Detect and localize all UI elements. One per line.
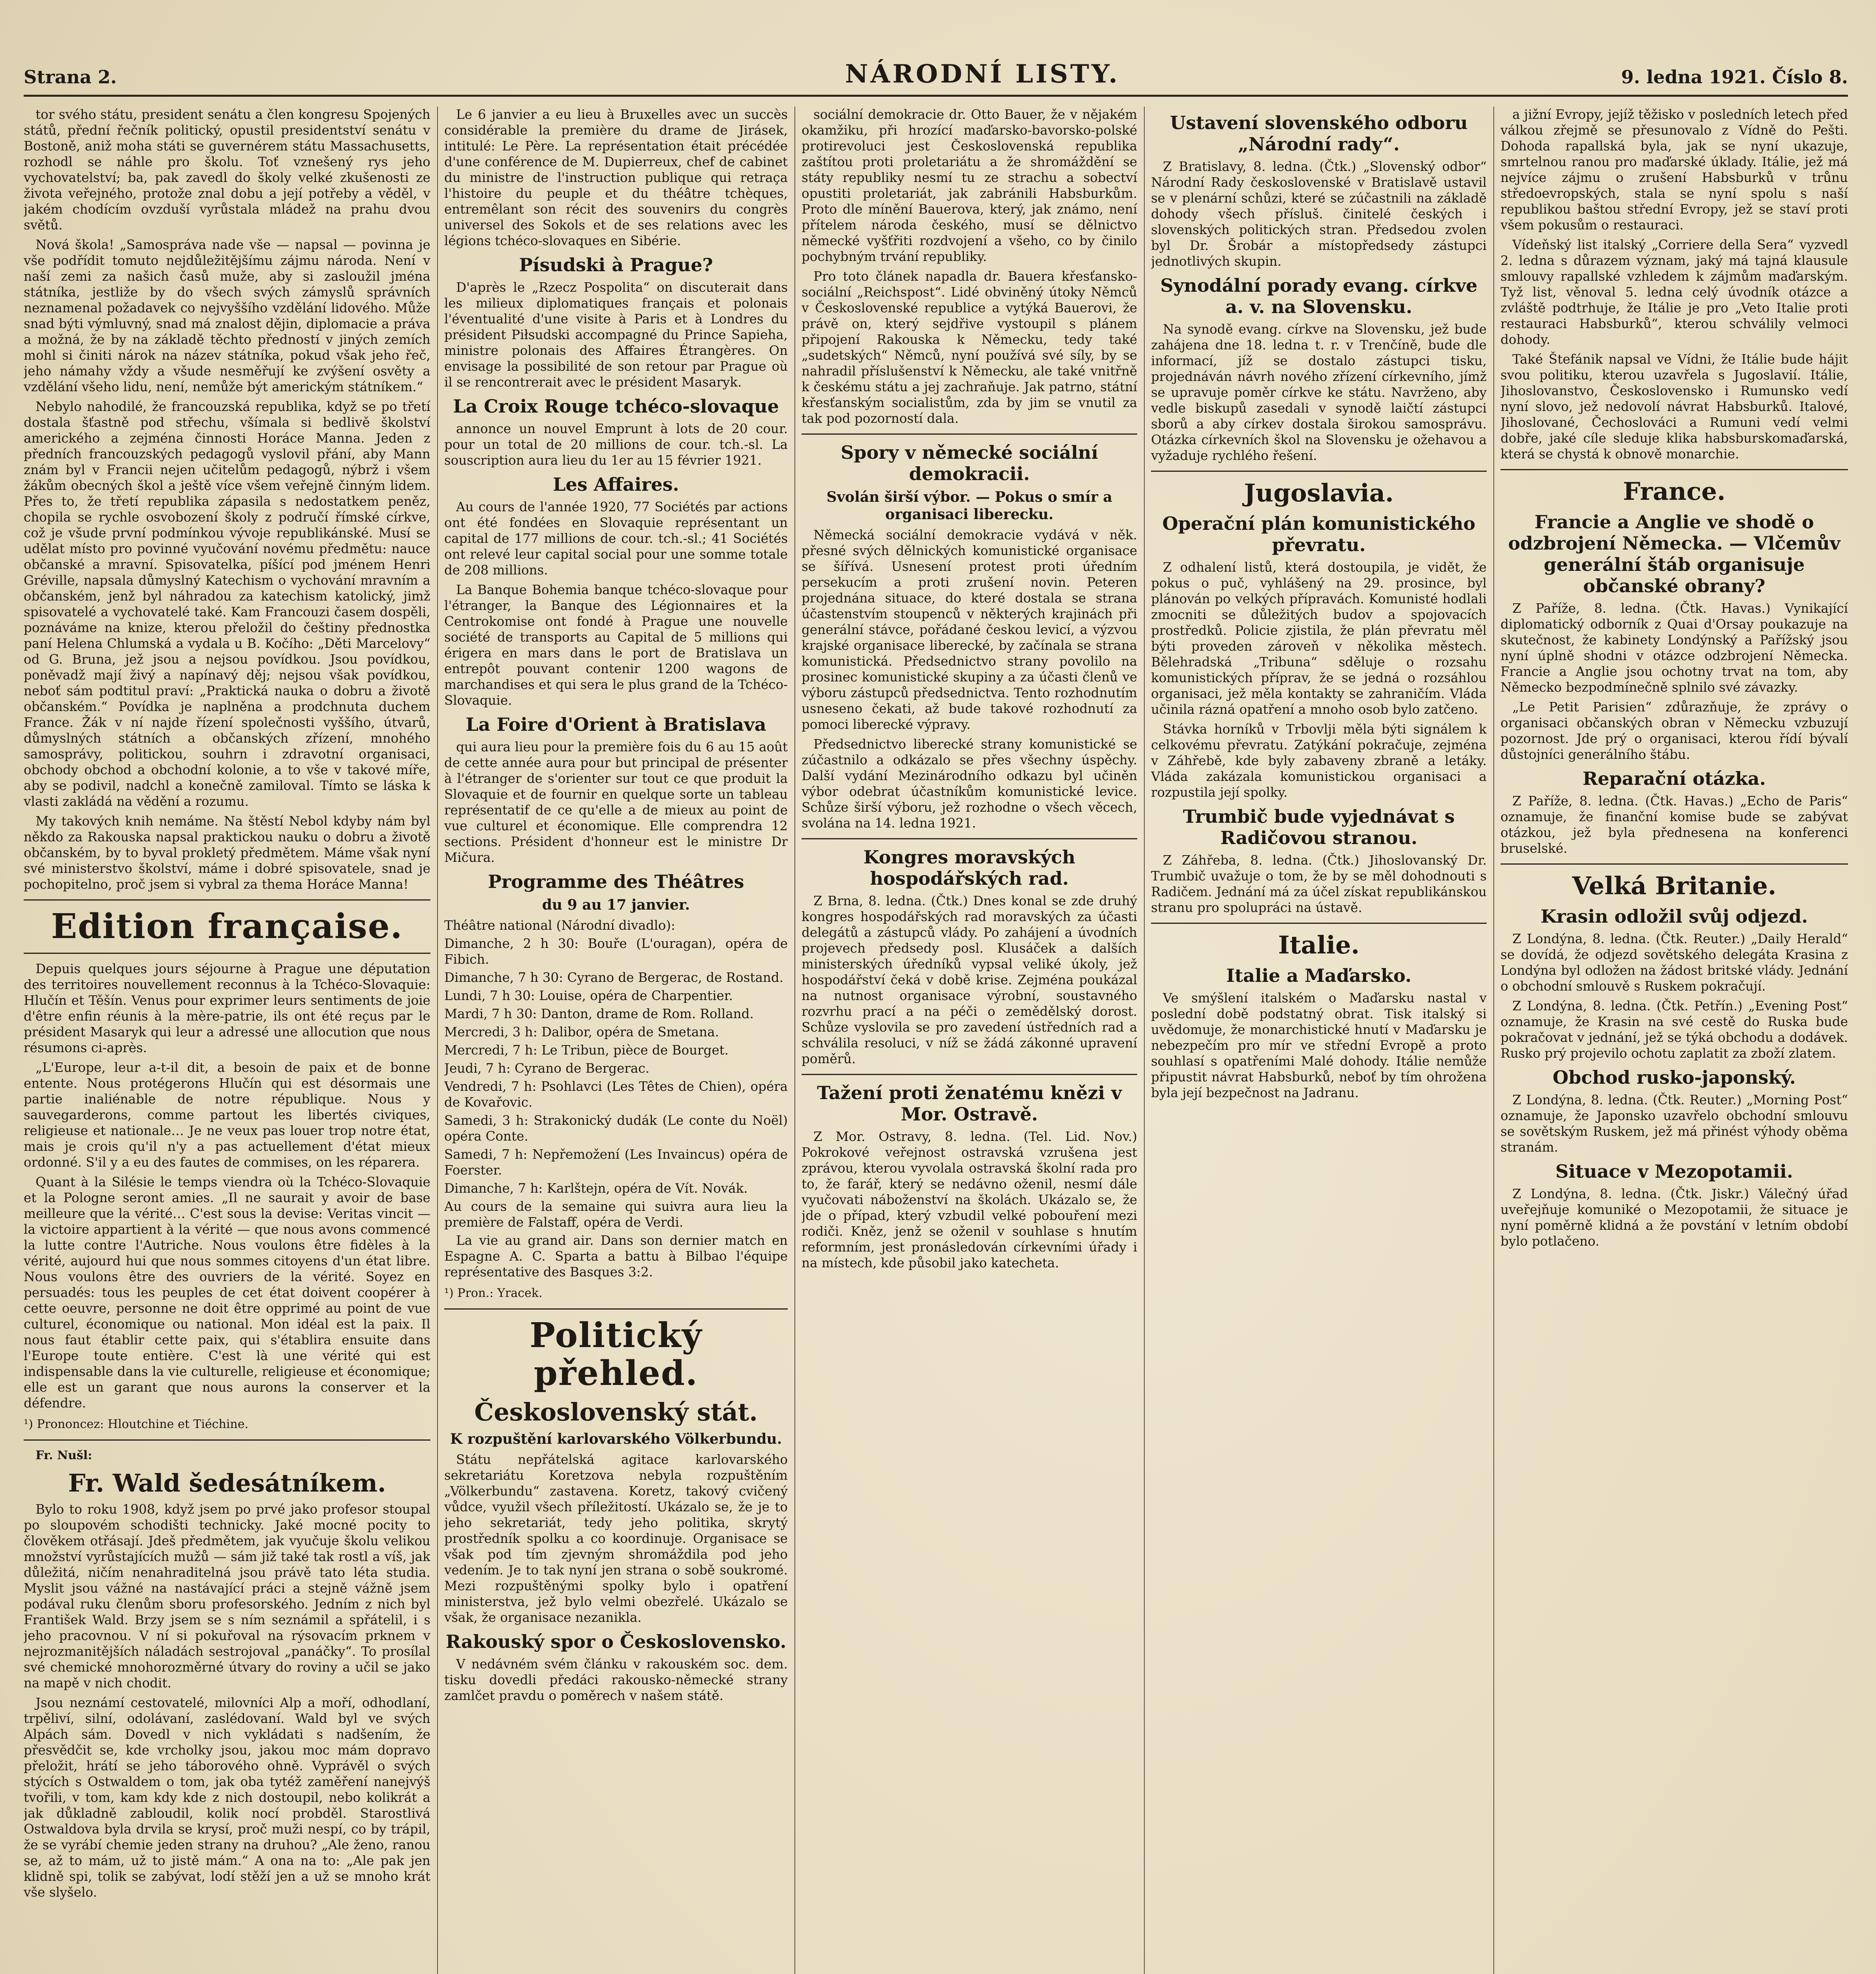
section-title-france: France.: [1623, 477, 1726, 506]
programme-entry: Dimanche, 7 h 30: Cyrano de Bergerac, de Rostand.: [444, 970, 783, 985]
column-5: [1500, 107, 1848, 1974]
article-paragraph: „L'Europe, leur a-t-il dit, a besoin de paix et de bonne entente. Nous protégerons Hlučín qui est désormais une partie inaliénable de notre république. Nous y sauvegarderons, comme partout les libertés civiques, religieuse et nationale… Je ne veux pas louer trop notre état, mais je crois qu'il n'y a pas actuellement d'état mieux ordonné. S'il y a eu des fautes de commises, on les réparera.: [24, 1060, 430, 1170]
article-heading: Italie a Maďarsko.: [1226, 965, 1412, 986]
article-paragraph: Vídeňský list italský „Corriere della Sera“ vyzvedl 2. ledna s důrazem význam, jaký má tajná klausule smlouvy rapallské vzhledem k zájmům maďarským. Tyž list, věnoval 5. ledna celý úvodník otázce a zvláště podtrhuje, že Itálie je pro „Veto Italie proti restauraci Habsburků“, kterou schválily velmoci dohody.: [1500, 237, 1848, 347]
section-title-italie: Italie.: [1278, 931, 1360, 959]
article-paragraph: Státu nepřátelská agitace karlovarského sekretariátu Koretzova nebyla rozpuštěním „Völkerbundu“ zastavena. Koretz, takový cvičený vůdce, využil všech příležitostí. Ukázalo se, že je to jeho sekretariát, tedy jeho politika, skrytý prostředník spolku a co koordinuje. Organisace se však pod tím zjevným shromáždila pod jeho vedením. Je to tak nyní jen strana o sobě soukromé. Mezi rozpuštěnými spolky bylo i opatření ministerstva, jež bylo velmi obezřelé. Ukázalo se však, že organisace nezanikla.: [444, 1452, 788, 1625]
article-paragraph: Stávka horníků v Trbovlji měla býti signálem k celkovému převratu. Zatýkání pokračuje, zejména v Záhřebě, kde byly zabaveny zbraně a letáky. Vláda zakázala komunistickou organisaci a rozpustila její spolky.: [1151, 722, 1487, 800]
article-paragraph: qui aura lieu pour la première fois du 6 au 15 août de cette année aura pour but principal de présenter à l'étranger de s'orienter sur tout ce que produit la Slovaquie et de fournir en quelque sorte un tableau représentatif de ce qu'elle a de mieux au point de vue culturel et économique. Elle comprendra 12 sections. Président d'honneur est le ministre Dr Mičura.: [444, 739, 788, 865]
article-paragraph: sociální demokracie dr. Otto Bauer, že v nějakém okamžiku, při hrozící maďarsko-bavorsko-polské protirevoluci jest Československá republika zaštítou proti proletariátu a že shromáždění se státy republiky nesmí tu ze strachu a sobectví opustiti proletariát, jak zabránili Habsburkům. Proto dle mínění Bauerova, který, jak známo, není přítelem národa českého, musí se dělnictvo německé vyšťřiti rozdvojení a všeho, co by činilo pochybným trvání republiky.: [802, 107, 1137, 264]
article-paragraph: Také Štefánik napsal ve Vídni, že Itálie bude hájit svou politiku, kterou uzavřela s Jugoslavií. Itálie, Jihoslovanstvo, Československo i Rumunsko vedí nyní slovo, jež nedovolí návrat Habsburků. Italové, Jihoslované, Čechoslováci a Rumuni vedí velmi dobře, jaké cíle sleduje klika habsburskomaďarská, která se chystá k obnově monarchie.: [1500, 352, 1848, 462]
article-paragraph: Z Londýna, 8. ledna. (Čtk. Jiskr.) Válečný úřad uveřejňuje komuniké o Mezopotamii, že situace je nyní poměrně klidná a že povstání v letním období bylo potlačeno.: [1500, 1186, 1848, 1249]
article-paragraph: Bylo to roku 1908, když jsem po prvé jako profesor stoupal po sloupovém schodišti technicky. Jaké mocné pocity to člověkem otřásají. Jdeš předmětem, jak vyučuje školu velikou množství vyrůstajících mužů — sám již také tak rostl a víš, jak důležitá, ničím nenahraditelná jsou právě tato léta studia. Myslit jsou vážné na nastávající práci a stejně vážně jsem podával ruku členům sboru profesorského. Jedním z nich byl František Wald. Brzy jsem se s ním seznámil a spřátelil, i s jeho pracovnou. V ní si pokuřoval na rýsovacím prknem v nejrozmanitějších náladách sestrojoval „panáčky“. To prosílal své chemické mnohorozměrné útvary do roviny a učil se jako na mapě v nich chodit.: [24, 1502, 430, 1691]
article-paragraph: Z Paříže, 8. ledna. (Čtk. Havas.) Vynikající diplomatický odborník z Quai d'Orsay poukazuje na skutečnost, že kabinety Londýnský a Pařížský jsou nyní úplně shodni v otázce odzbrojení Německa. Francie a Anglie jsou ochotny trvat na tom, aby Německo bezpodmínečně splnilo své závazky.: [1500, 601, 1848, 695]
page-number: Strana 2.: [24, 66, 117, 88]
article-heading: Rakouský spor o Československo.: [445, 1631, 787, 1652]
article-paragraph: Pro toto článek napadla dr. Bauera křesťansko-sociální „Reichspost“. Lidé obviněný útoky Němců v Československé republice a vytýká Bauerovi, že právě on, který sejdřive vystoupil s plánem připojení Rakouska k Německu, tedy také „sudetských“ Němců, nyní používá své síly, by se nahradil příslušenství k Německu, ale také vnitřně k českému státu a jej zachraňuje. Jak patrno, státní křesťanským socialistům, zda by jim se vnutil za tak pod pozorností dala.: [802, 269, 1137, 426]
section-title-politicky-prehled: Politický přehled.: [530, 1315, 702, 1393]
article-paragraph: Německá sociální demokracie vydává v něk. přesné svých dělnických komunistické organisace se šířívá. Usnesení protest proti úředním persekucím a proti zrušení novin. Peteren projednána situace, do které dostala se strana účastenstvím stoupenců v některých krajinách při generální stávce, pořádané českou levicí, a výzvou krajské organisace liberecké, by začínala se strana komunistická. Předsednictvo strany povolilo na prosinec komunistické skupiny a za účasti členů ve výboru zástupců předsednictva. Tento rozhodnutím usneseno čekati, až bude takové rozhodnutí za pomoci liberecké výpravy.: [802, 527, 1137, 732]
column-2: [444, 107, 788, 1974]
section-rule: [802, 1074, 1137, 1075]
programme-entry: Dimanche, 2 h 30: Bouře (L'ouragan), opéra de Fibich.: [444, 936, 788, 967]
article-paragraph: Z Paříže, 8. ledna. (Čtk. Havas.) „Echo de Paris“ oznamuje, že finanční komise bude se zabývat otázkou, jež byla přednesena na konferenci bruselské.: [1500, 794, 1848, 856]
article-paragraph: Na synodě evang. církve na Slovensku, jež bude zahájena dne 18. ledna t. r. v Trenčíně, bude dle informací, jíž se dostalo zástupci tisku, projednáván návrh nového zřízení církevního, jímž se upravuje poměr církve ke státu. Navrženo, aby vedle biskupů zasedali v synodě laičtí zástupci sborů a aby církev dostala širokou samosprávu. Otázka církevních škol na Slovensku je ožehavou a vyžaduje rychlého řešení.: [1151, 322, 1487, 463]
programme-entry: Mardi, 7 h 30: Danton, drame de Rom. Rolland.: [444, 1006, 754, 1021]
article-heading: Reparační otázka.: [1583, 768, 1766, 789]
article-paragraph: Z Londýna, 8. ledna. (Čtk. Reuter.) „Morning Post“ oznamuje, že Japonsko uzavřelo obchodní smlouvu se sovětským Ruskem, jež má přinést výhody oběma stranám.: [1500, 1092, 1848, 1155]
article-paragraph: Au cours de l'année 1920, 77 Sociétés par actions ont été fondées en Slovaquie représentant un capital de 177 millions de cour. tch.-sl.; 41 Sociétés ont relevé leur capital social pour une somme totale de 208 millions.: [444, 499, 788, 578]
article-paragraph: Depuis quelques jours séjourne à Prague une députation des territoires nouvellement reconnus à la Tchéco-Slovaquie: Hlučín et Těšín. Venus pour exprimer leurs sentiments de joie d'être enfin réunis à la mère-patrie, ils ont été reçus par le président Masaryk qui leur a adressé une allocution que nous résumons ci-après.: [24, 961, 430, 1055]
article-heading: Spory v německé sociální demokracii.: [841, 442, 1098, 484]
footnote: ¹) Pron.: Yracek.: [444, 1286, 543, 1300]
article-paragraph: Z Mor. Ostravy, 8. ledna. (Tel. Lid. Nov.) Pokrokové veřejnost ostravská vzrušena jest zprávou, kterou vyvolala ostravská školní rada pro to, že farář, který se nedávno oženil, nesmí dále vyučovati náboženství na školách. Ukázalo se, že jde o případ, který vzbudil velké pobouření mezi rodiči. Kněz, jenž se oženil v souhlase s hnutím reformním, jest pronásledován církevními úřady i na místech, kde působil jako katecheta.: [802, 1129, 1137, 1270]
programme-entry: Vendredi, 7 h: Psohlavci (Les Têtes de Chien), opéra de Kovařovic.: [444, 1079, 788, 1110]
article-paragraph: Nebylo nahodilé, že francouzská republika, když se po třetí dostala šťastně pod střechu, všímala si bedlivě školství amerického a zejména činnosti Horáce Manna. Jeden z předních francouzských pedagogů vyslovil přání, aby Mann znám byl v Francii nejen učitelům pedagogů, nýbrž i všem žákům obecných škol a ještě více všem veřejně činným lidem. Přes to, že třetí republika zápasila s nedostatkem peněz, chopila se rychle osvobození školy z područí římské církve, což je všude první podmínkou vývoje republikánské. Musí se udělat místo pro povinné vyučování novému předmětu: nauce občanské a mravní. Spisovatelka, píšící pod jménem Henri Gréville, napsala důmyslný Katechism o vychování mravním a občanském, jenž byl náhradou za katechism katolický, jimž spisovatelé a vychovatelé také. Kam Francouzi časem dospěli, poznáváme na knize, kterou přeložil do češtiny přednostka paní Helena Chlumská a vydala u B. Kočího: „Děti Marcelovy“ od G. Bruna, jež jsou a nejsou povídkou. Jsou povídkou, poněvadž mají živý a napínavý děj; nejsou však povídkou, neboť sám podtitul praví: „Praktická nauka o dobru a životě občanském.“ Povídka je naplněna a prodchnuta duchem France. Žák v ní najde řízení společnosti vyššího, útvarů, důmyslných státních a občanských zřízení, mnohého samosprávy, politickou, souhrn i zdravotní organisaci, obchody obchod a obchodní kolonie, a to vše v takové míře, aby se podivil, nadchl a konečně zamiloval. Tímto se láska k vlasti zakládá na vědění a rozumu.: [24, 399, 430, 809]
section-rule: [444, 1308, 788, 1310]
programme-entry: Mercredi, 3 h: Dalibor, opéra de Smetana.: [444, 1025, 719, 1040]
article-paragraph: Z Brna, 8. ledna. (Čtk.) Dnes konal se zde druhý kongres hospodářských rad moravských za účasti delegátů a zástupců vlády. Po zahájení a úvodních projevech předsedy posl. Klusáček a dalších ministerských úředníků vypsal veliké úkoly, jež hospodářství čeká v době krise. Zejména poukázal na nutnost organisace výrobní, soustavného rozvrhu prací a na péči o zemědělský dorost. Schůze vyslovila se pro zavedení ústředních rad a schválila resoluci, v níž se žádá zákonné upravení poměrů.: [802, 893, 1137, 1066]
article-paragraph: Z Londýna, 8. ledna. (Čtk. Reuter.) „Daily Herald“ se dovídá, že odjezd sovětského delegáta Krasina z Londýna byl odložen na žádost britské vlády. Jednání o obchodní smlouvě s Ruskem pokračují.: [1500, 931, 1848, 994]
section-rule: [24, 1439, 430, 1441]
column-divider: [437, 107, 438, 1974]
article-paragraph: a jižní Evropy, jejíž těžisko v posledních letech před válkou zřejmě se přesunovalo z Vídně do Pešti. Dohoda rapallská byla, jak se nyní ukazuje, smrtelnou ranou pro maďarské úklady. Itálie, jež má nejvíce zájmu o zrušení Habsburků v trůnu středoevropských, stala se nyní spolu s naší republikou baštou střední Evropy, jež se staví proti všem pokusům o restauraci.: [1500, 107, 1848, 233]
article-heading: Francie a Anglie ve shodě o odzbrojení Německa. — Vlčemův generální štáb organisuje občanské obrany?: [1508, 511, 1840, 597]
programme-entry: Au cours de la semaine qui suivra aura lieu la première de Falstaff, opéra de Verdi.: [444, 1199, 788, 1230]
column-3: [802, 107, 1137, 1974]
article-heading: Operační plán komunistického převratu.: [1162, 513, 1476, 555]
article-heading: Trumbič bude vyjednávat s Radičovou stranou.: [1183, 806, 1455, 848]
article-paragraph: La Banque Bohemia banque tchéco-slovaque pour l'étranger, la Banque des Légionnaires et la Centrokomise ont fondé à Prague une nouvelle société de transports au Capital de 5 millions qui érigera en mars dans le port de Bratislava un entrepôt pouvant contenir 1200 wagons de marchandises et qui sera le plus grand de la Tchéco-Slovaquie.: [444, 582, 788, 708]
programme-theatre: Théâtre national (Národní divadlo):: [444, 918, 676, 933]
article-paragraph: La vie au grand air. Dans son dernier match en Espagne A. C. Sparta a battu à Bilbao l'équipe représentative des Basques 3:2.: [444, 1233, 788, 1280]
section-rule: [1500, 863, 1848, 865]
article-paragraph: Z Bratislavy, 8. ledna. (Čtk.) „Slovenský odbor“ Národní Rady československé v Bratislavě ustavil se v plenární schůzi, které se zúčastnili na základě dohody všech přísluš. činitelé českých i slovenských politických stran. Předsedou zvolen byl Dr. Šrobár a místopředsedy zástupci jednotlivých skupin.: [1151, 159, 1487, 269]
programme-entry: Jeudi, 7 h: Cyrano de Bergerac.: [444, 1061, 650, 1076]
section-rule: [1500, 469, 1848, 470]
paper-title: NÁRODNÍ LISTY.: [845, 59, 1120, 89]
article-paragraph: Le 6 janvier a eu lieu à Bruxelles avec un succès considérable la première du drame de Jirásek, intitulé: Le Père. La représentation était précédée d'une conférence de M. Dupierreux, chef de cabinet du ministre de l'instruction publique qui retraça l'histoire du peuple et du théâtre tchèques, entremêlant son récit des souvenirs du congrès universel des Sokols et de ses relations avec les légions tchéco-slovaques en Sibérie.: [444, 107, 788, 248]
footnote: ¹) Prononcez: Hloutchine et Tiéchine.: [24, 1417, 249, 1431]
article-paragraph: Jsou neznámí cestovatelé, milovníci Alp a moří, odhodlaní, trpěliví, silní, odolávaní, zaslédovaní. Wald byl ve svých Alpách sám. Dovedl v nich vykládati s nadšením, že přesvědčit se, kde vrcholky jsou, jakou moc mám dopravo přeložit, hrátí se jeho táborového ohně. Vyprávěl o svých stýcích s Ostwaldem o tom, jak oba tytéž zaměření nanejvýš tvořili, v tom, kam kdy kde z nich dostoupil, nebo kolikrát a jak důkladně zabloudil, kolik nocí probděl. Starostlivá Ostwaldova byla drvila se krysí, proč muži nespí, co by trápil, že se vyrábí chemie jeden strany na druhou? „Ale ženo, ranou se, až to mám, už to jistě mám.“ A ona na to: „Ale pak jen klidně spi, tolik se zabývat, lodí stěží jen a už se mnoho krát vše slyšelo.: [24, 1695, 430, 1900]
column-divider: [1493, 107, 1494, 1974]
article-paragraph: annonce un nouvel Emprunt à lots de 20 cour. pour un total de 20 millions de cour. tch.-sl. La souscription aura lieu du 1er au 15 février 1921.: [444, 421, 788, 468]
article-paragraph: Z odhalení listů, která dostoupila, je vidět, že pokus o puč, vyhlášený na 29. prosince, byl plánován po velkých přípravách. Komunisté hodlali zmocniti se důležitých budov a spojovacích prostředků. Policie zjistila, že plán převratu měl býti proveden zároveň v několika městech. Bělehradská „Tribuna“ sděluje o rozsahu komunistických příprav, že se jedná o rozsáhlou organisaci, jež měla kontakty se zahraničím. Vláda učinila rázná opatření a mnoho osob bylo zatčeno.: [1151, 560, 1487, 717]
article-heading: Písudski à Prague?: [519, 254, 713, 276]
column-divider: [794, 107, 795, 1974]
article-paragraph: tor svého státu, president senátu a člen kongresu Spojených států, přední řečník politický, opustil presidentství senátu v Bostoně, aniž moha státi se guvernérem státu Massachusetts, rozhodl se náhle pro školu. Toť vznešený rys jeho vychovatelství; ba, pak zavedl do školy velké zkušenosti ze života veřejného, protože znal dobu a její potřeby a věděl, v jakém chodícím ovzduší vyrůstala mládež na prahu dvou světů.: [24, 107, 430, 233]
programme-dates: du 9 au 17 janvier.: [542, 897, 690, 913]
section-rule: [24, 953, 430, 954]
feuilleton-author: Fr. Nušl:: [36, 1449, 92, 1462]
programme-entry: Samedi, 7 h: Nepřemožení (Les Invaincus) opéra de Foerster.: [444, 1147, 788, 1178]
article-heading: Situace v Mezopotamii.: [1555, 1161, 1793, 1182]
article-paragraph: Předsednictvo liberecké strany komunistické se zúčastnilo a odkázalo se přes všechny úspěchy. Další vydání Mezinárodního odkazu byl učiněn výbor odebrat účastníkům komunistické levice. Schůze širší výboru, jež rozhodne o všech věcech, svolána na 14. ledna 1921.: [802, 737, 1137, 831]
section-rule: [802, 433, 1137, 435]
article-heading: Tažení proti ženatému knězi v Mor. Ostravě.: [817, 1082, 1122, 1125]
article-paragraph: Z Londýna, 8. ledna. (Čtk. Petřín.) „Evening Post“ oznamuje, že Krasin na své cestě do Ruska bude pokračovat v jednání, jež se týká obchodu a dodávek. Rusko prý projevilo ochotu zaplatit za zboží zlatem.: [1500, 998, 1848, 1061]
programme-entry: Lundi, 7 h 30: Louise, opéra de Charpentier.: [444, 988, 733, 1003]
section-rule: [1151, 471, 1487, 472]
section-subtitle-ceskoslovensky-stat: Československý stát.: [474, 1398, 758, 1426]
article-paragraph: „Le Petit Parisien“ zdůrazňuje, že zprávy o organisaci občanských obran v Německu vzbuzují pozornost. Jde prý o organisaci, kterou řídí bývalí důstojníci generálního štábu.: [1500, 700, 1848, 762]
section-title-velka-britanie: Velká Britanie.: [1572, 871, 1776, 900]
article-heading: La Croix Rouge tchéco-slovaque: [453, 396, 779, 417]
article-paragraph: Quant à la Silésie le temps viendra où la Tchéco-Slovaquie et la Pologne seront amies. „Il ne saurait y avoir de base meilleure que la vérité… C'est sous la devise: Veritas vincit — la victoire appartient à la vérité — que nous avons commencé la lutte contre l'Autriche. Nous voulons être fidèles à la vérité, aujourd hui que nous sommes citoyens d'un état libre. Nous voulons être des ouvriers de la vérité. Soyez en persuadés: tous les peuples de cet état doivent coopérer à cette oeuvre, personne ne doit être opprimé au point de vue culturel, économique ou national. Mon idéal est la paix. Il nous faut établir cette paix, qui s'établira ensuite dans l'Europe toute entière. C'est là une vérité qui est indispensable dans la vie culturelle, religieuse et économique; elle est un garant que nous aurons la conserver et la défendre.: [24, 1175, 430, 1411]
column-divider: [1144, 107, 1145, 1974]
article-paragraph: Ve smýšlení italském o Maďarsku nastal v poslední době podstatný obrat. Tisk italský si uvědomuje, že monarchistické hnutí v Maďarsku je nebezpečím pro mír ve střední Evropě a proto souhlasí s opatřeními Malé dohody. Itálie nemůže připustit návrat Habsburků, neboť by tím ohrožena byla její bezpečnost na Jadranu.: [1151, 991, 1487, 1100]
programme-title: Programme des Théâtres: [488, 871, 744, 892]
article-paragraph: D'après le „Rzecz Pospolita“ on discuterait dans les milieux diplomatiques français et polonais l'éventualité d'une visite à Paris et à Londres du président Piłsudski accompagné du Prince Sapieha, ministre polonais des Affaires Étrangères. On envisage la possibilité de son retour par Prague où il se rencontrerait avec le président Masaryk.: [444, 280, 788, 390]
programme-entry: Samedi, 3 h: Strakonický dudák (Le conte du Noël) opéra Conte.: [444, 1113, 788, 1144]
article-paragraph: Z Záhřeba, 8. ledna. (Čtk.) Jihoslovanský Dr. Trumbič uvažuje o tom, že by se měl dohodnouti s Radičem. Jednání má za účel získat republikánskou stranu pro spolupráci na ústavě.: [1151, 853, 1487, 915]
article-paragraph: Nová škola! „Samospráva nade vše — napsal — povinna je vše podřídit tomuto nejdůležitějšímu zájmu národa. Není v naší zemi za našich časů muže, aby si zasloužil jména státníka, jestliže by do všech svých zámyslů správních neznamenal požadavek co nejvyššího vzdělání lidového. Může snad býti výmluvný, snad má znalost dějin, diplomacie a práva a možná, že by na základě těchto předností v jiných zemích mohl si činiti nárok na název státníka, pokud však jeho řeč, jeho námahy vždy a všude nesměřují ke zvýšení osvěty a vzdělání všeho lidu, není, nemůže být americkým státníkem.“: [24, 237, 430, 394]
programme-entry: Mercredi, 7 h: Le Tribun, pièce de Bourget.: [444, 1043, 729, 1058]
article-paragraph: My takových knih nemáme. Na štěstí Nebol kdyby nám byl někdo za Rakouska napsal praktickou nauku o dobru a životě občanském, by to byval prokletý předmětem. Máme však nyní své ministerstvo školství, máme i dobré spisovatele, snad je pochopitelno, proč jsem si vybral za thema Horáce Manna!: [24, 814, 430, 892]
article-heading: Ustavení slovenského odboru „Národní rady“.: [1170, 112, 1468, 155]
masthead: [24, 59, 1848, 97]
section-title-jugoslavia: Jugoslavia.: [1244, 478, 1394, 507]
article-heading: Krasin odložil svůj odjezd.: [1540, 906, 1808, 927]
issue-date-number: 9. ledna 1921. Číslo 8.: [1621, 66, 1848, 88]
programme-entry: Dimanche, 7 h: Karlštejn, opéra de Vít. Novák.: [444, 1181, 748, 1196]
article-heading: Synodální porady evang. církve a. v. na Slovensku.: [1160, 275, 1478, 317]
article-heading: La Foire d'Orient à Bratislava: [466, 714, 766, 735]
article-paragraph: V nedávném svém článku v rakouském soc. dem. tisku dovedli předáci rakousko-německé strany zamlčet pravdu o poměrech v našem státě.: [444, 1657, 788, 1703]
article-heading: K rozpuštění karlovarského Völkerbundu.: [450, 1431, 782, 1447]
feuilleton-title: Fr. Wald šedesátníkem.: [68, 1469, 386, 1497]
article-heading: Obchod rusko-japonský.: [1553, 1067, 1796, 1088]
article-subheading: Svolán širší výbor. — Pokus o smír a organisaci liberecku.: [826, 489, 1112, 523]
section-title-edition-francaise: Edition française.: [51, 906, 403, 946]
article-heading: Kongres moravských hospodářských rad.: [863, 846, 1076, 889]
section-rule: [24, 899, 430, 901]
article-heading: Les Affaires.: [553, 474, 679, 495]
section-rule: [1151, 923, 1487, 924]
column-4: [1151, 107, 1487, 1974]
column-1: [24, 107, 430, 1974]
section-rule: [802, 838, 1137, 839]
